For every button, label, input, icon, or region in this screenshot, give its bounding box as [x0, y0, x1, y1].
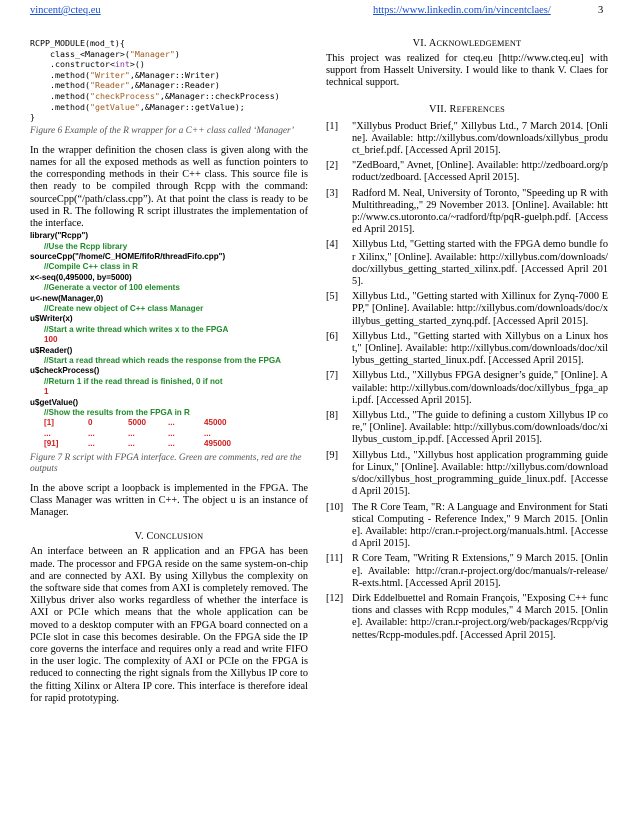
- code-token: ,&Manager::Writer): [129, 69, 220, 80]
- code-line: [30, 102, 308, 113]
- reference-text: R Core Team, "Writing R Extensions," 9 March 2015. [Online]. Available: http://cran.r-project.org/doc/manuals/r-release/R-exts.html. [Accessed April 2015].: [352, 553, 608, 589]
- section-title-initial: A: [428, 38, 437, 49]
- reference-text: Xillybus Ltd., "Xillybus host application programming guide for Linux," [Online]. Available: http://xillybus.com/downloads/doc/xillybus_host_programming_guide_linux.pdf. [Accessed April 2015].: [352, 449, 608, 498]
- code-token: "checkProcess": [89, 90, 160, 101]
- reference-text: Xillybus Ltd., "The guide to defining a custom Xillybus IP core," [Online]. Available: http://xillybus.com/downloads/doc/xillybus_custom_ip.pdf. [Accessed April 2015].: [352, 410, 608, 446]
- code-token: RCPP_MODULE(mod_t){: [30, 38, 125, 48]
- paragraph-wrapper-definition: In the wrapper definition the chosen class is given along with the names for all the exposed methods as well as function pointers to the corresponding methods in their C++ class. This source file is then ready to be compiled through Rcpp with the command: sourceCpp(“/path/class.cpp”). At that point the class is ready to be used in R. The following R script illustrates the implementation of the interface.: [30, 144, 308, 229]
- code-token: ,&Manager::Reader): [129, 80, 220, 91]
- code-token: "Manager": [129, 48, 175, 59]
- reference-item: [326, 291, 608, 328]
- reference-text: Xillybus Ltd., "Xillybus FPGA designer’s guide," [Online]. Available: http://xillybus.com/downloads/doc/xillybus_fpga_api.pdf. [Accessed April 2015].: [352, 370, 608, 406]
- section-acknowledgement-heading: [326, 38, 608, 49]
- section-title-rest: EFERENCES: [456, 104, 505, 114]
- section-title-initial: R: [449, 103, 457, 115]
- code-line: [30, 70, 308, 81]
- r-code-line: u$Reader(): [30, 345, 73, 355]
- r-comment-line: //Show the results from the FPGA in R: [44, 408, 190, 418]
- reference-item: [326, 593, 608, 642]
- section-number: V.: [134, 531, 144, 543]
- right-column: [326, 38, 608, 645]
- reference-number: [12]: [326, 592, 344, 604]
- r-output-cell: 495000: [204, 439, 232, 449]
- r-output-cell: ...: [88, 428, 95, 438]
- r-output-row: [30, 418, 308, 428]
- code-line: [30, 49, 308, 60]
- reference-text: Radford M. Neal, University of Toronto, "Speeding up R with Multithreading,," 29 November 2013. [Online]. Available: http://www.cs.utoronto.ca/~radford/ftp/pqR-guelph.pdf. [Accessed April 2015].: [352, 187, 608, 236]
- r-output-cell: ...: [44, 428, 51, 438]
- code-token: "getValue": [89, 101, 140, 112]
- r-output-cell: ...: [204, 428, 211, 438]
- section-references-heading: [326, 104, 608, 115]
- r-output-cell: ...: [168, 418, 175, 428]
- r-comment-line: //Use the Rcpp library: [44, 241, 128, 251]
- r-output-row: [30, 429, 308, 439]
- figure-6-caption: Figure 6 Example of the R wrapper for a C++ class called ‘Manager’: [30, 125, 295, 136]
- paragraph-conclusion: An interface between an R application and an FPGA has been made. The processor and FPGA reside on the same system-on-chip and are connected by AXI. By using Xillybus the complexity on the software side that comes from AXI is completely removed. The Xillybus driver also works regardless of whether the interface is AXI or PCIe which means that the whole application can be moved to a desktop computer with an FPGA board connected on a PCIe slot in case this becomes desirable. On the FPGA side the IP core governs the interface and requires only a read and write FIFO in the user logic. The complexity of AXI or PCIe on the FPGA is reduced to connecting the right signals from the Xillybus IP core to the fitting Xilinx or Altera IP core. This interface is therefore ideal for rapid prototyping.: [30, 546, 308, 704]
- reference-number: [4]: [326, 239, 339, 251]
- r-output-cell: [91]: [44, 439, 59, 449]
- reference-number: [5]: [326, 291, 339, 303]
- r-output-cell: ...: [128, 428, 135, 438]
- section-number: VI.: [412, 38, 427, 49]
- r-output-line: 100: [44, 335, 58, 345]
- code-token: ): [174, 48, 180, 59]
- reference-text: "Xillybus Product Brief," Xillybus Ltd., 7 March 2014. [Online]. Available: http://xillybus.com/downloads/xillybus_product_brief.pdf. [Accessed April 2015].: [352, 120, 608, 157]
- code-token: .constructor<: [30, 59, 115, 70]
- reference-item: [326, 188, 608, 237]
- r-code-line: x<-seq(0,495000, by=5000): [30, 272, 132, 282]
- r-output-cell: ...: [168, 428, 175, 438]
- page-number: 3: [598, 5, 604, 16]
- code-token: ,&Manager::checkProcess): [159, 90, 280, 101]
- code-token: class_<Manager>(: [30, 48, 130, 59]
- r-output-cell: 5000: [128, 418, 147, 428]
- reference-number: [3]: [326, 187, 339, 199]
- code-token: int: [114, 59, 130, 70]
- figure-7-caption: Figure 7 R script with FPGA interface. Green are comments, red are the outputs: [30, 452, 302, 474]
- reference-item: [326, 502, 608, 551]
- r-output-cell: [1]: [44, 418, 54, 428]
- reference-item: [326, 121, 608, 158]
- section-title-initial: C: [146, 531, 154, 543]
- r-code-line: u$Writer(x): [30, 314, 73, 324]
- code-token: .method(: [30, 80, 90, 91]
- code-line: [30, 59, 308, 70]
- section-title-rest: CKNOWLEDGEMENT: [436, 39, 522, 48]
- section-conclusion-heading: [30, 531, 308, 542]
- reference-item: [326, 410, 608, 447]
- section-number: VII.: [429, 103, 447, 115]
- code-line: [30, 91, 308, 102]
- reference-text: Xillybus Ltd, "Getting started with the FPGA demo bundle for Xilinx," [Online]. Available: http://xillybus.com/downloads/doc/xillybus_getting_started_xilinx.pdf. [Accessed April 2015].: [352, 239, 608, 288]
- code-token: "Reader": [89, 80, 130, 91]
- code-token: >(): [129, 59, 145, 70]
- reference-item: [326, 239, 608, 288]
- code-token: .method(: [30, 101, 90, 112]
- rcpp-code-block: [30, 38, 308, 123]
- code-token: "Writer": [89, 69, 130, 80]
- reference-text: The R Core Team, "R: A Language and Environment for Statistical Computing - Reference Index," 9 March 2015. [Online]. Available: http://cran.r-project.org/manuals.html. [Accessed April 2015].: [352, 501, 608, 550]
- reference-text: Xillybus Ltd., "Getting started with Xillybus on a Linux host," [Online]. Available: http://xillybus.com/downloads/doc/xillybus_getting_started_linux.pdf. [Accessed April 2015].: [352, 330, 608, 367]
- section-title-rest: ONCLUSION: [153, 532, 204, 542]
- r-comment-line: //Generate a vector of 100 elements: [44, 283, 180, 293]
- reference-number: [10]: [326, 501, 344, 513]
- r-output-line: 1: [44, 387, 49, 397]
- header-email-link[interactable]: vincent@cteq.eu: [30, 5, 101, 16]
- references-list: [326, 121, 608, 642]
- code-line: [30, 112, 308, 123]
- reference-number: [11]: [326, 553, 343, 565]
- reference-number: [2]: [326, 160, 339, 172]
- reference-item: [326, 450, 608, 499]
- r-output-cell: ...: [88, 439, 95, 449]
- reference-item: [326, 160, 608, 184]
- code-token: ,&Manager::getValue);: [139, 101, 245, 112]
- r-comment-line: //Create new object of C++ class Manager: [44, 304, 204, 314]
- code-line: [30, 80, 308, 91]
- reference-number: [6]: [326, 330, 339, 342]
- r-code-line: u$checkProcess(): [30, 366, 100, 376]
- code-line: [30, 38, 308, 49]
- r-script-figure: [30, 231, 308, 450]
- r-code-line: u<-new(Manager,0): [30, 293, 104, 303]
- header-linkedin-link[interactable]: https://www.linkedin.com/in/vincentclaes/: [373, 5, 551, 16]
- code-token: .method(: [30, 69, 90, 80]
- r-comment-line: //Return 1 if the read thread is finished, 0 if not: [44, 376, 223, 386]
- left-column: [30, 38, 308, 705]
- reference-number: [7]: [326, 370, 339, 382]
- r-comment-line: //Start a read thread which reads the response from the FPGA: [44, 356, 282, 366]
- reference-text: "ZedBoard," Avnet, [Online]. Available: http://zedboard.org/product/zedboard. [Accessed April 2015].: [352, 160, 608, 184]
- code-token: }: [30, 112, 35, 123]
- r-comment-line: //Start a write thread which writes x to the FPGA: [44, 324, 229, 334]
- r-code-line: library("Rcpp"): [30, 231, 89, 241]
- reference-item: [326, 370, 608, 407]
- r-comment-line: //Compile C++ class in R: [44, 262, 139, 272]
- reference-number: [9]: [326, 449, 339, 461]
- reference-item: [326, 553, 608, 590]
- r-code-line: sourceCpp("/home/C_HOME/fifoR/threadFifo.cpp"): [30, 251, 226, 261]
- r-output-cell: ...: [168, 439, 175, 449]
- code-token: .method(: [30, 90, 90, 101]
- reference-text: Xillybus Ltd., "Getting started with Xillinux for Zynq-7000 EPP," [Online]. Available: http://xillybus.com/downloads/doc/xillybus_getting_started_zynq.pdf. [Accessed April 2015].: [352, 291, 608, 327]
- reference-item: [326, 331, 608, 368]
- r-output-cell: 45000: [204, 418, 227, 428]
- paragraph-loopback: In the above script a loopback is implemented in the FPGA. The Class Manager was written in C++. The object u is an instance of Manager.: [30, 482, 308, 519]
- reference-number: [1]: [326, 120, 339, 132]
- r-output-cell: 0: [88, 418, 93, 428]
- reference-text: Dirk Eddelbuettel and Romain François, "Exposing C++ functions and classes with Rcpp modules," 4 March 2015. [Online]. Available: http://cran.r-project.org/web/packages/Rcpp/vignettes/Rcpp-modules.pdf. [Accessed April 2015].: [352, 592, 608, 641]
- paragraph-acknowledgement: This project was realized for cteq.eu [http://www.cteq.eu] with support from Hasselt University. I would like to thank V. Claes for technical support.: [326, 53, 608, 89]
- r-code-line: u$getValue(): [30, 397, 79, 407]
- reference-number: [8]: [326, 410, 339, 422]
- r-output-row: [30, 439, 308, 449]
- r-output-cell: ...: [128, 439, 135, 449]
